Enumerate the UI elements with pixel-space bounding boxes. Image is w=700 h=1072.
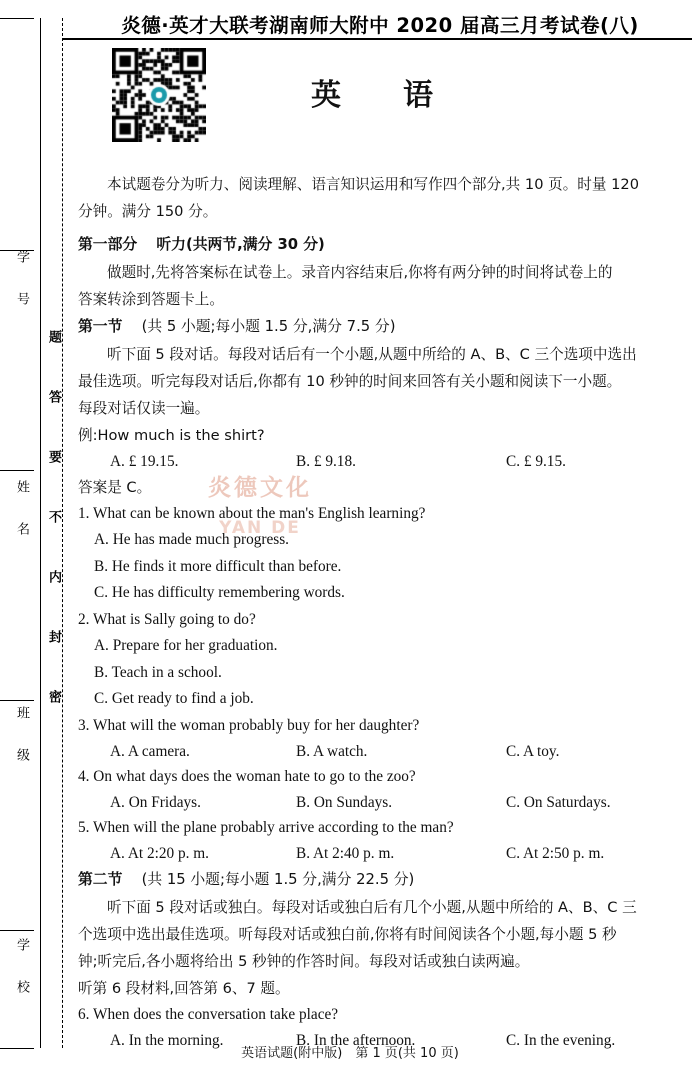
example-answer: 答案是 C。 (78, 478, 152, 496)
seal-char-4: 内 (46, 570, 61, 590)
watermark-line1: 炎德文化 (208, 475, 312, 501)
section-2-title: (共 15 小题;每小题 1.5 分,满分 22.5 分) (141, 870, 415, 888)
example-option-a: A. £ 19.15. (110, 453, 179, 470)
question-option: B. On Sundays. (296, 794, 393, 811)
left-margin-strip (0, 0, 70, 1072)
question-option: B. At 2:40 p. m. (296, 845, 395, 862)
watermark-line2: YAN DE (219, 518, 301, 538)
question-options (78, 740, 678, 765)
question-option: B. A watch. (296, 743, 368, 760)
question-option: A. In the morning. (110, 1032, 224, 1049)
section-1-label: 第一节 (78, 318, 123, 335)
subject-heading: 英 语 (311, 78, 449, 113)
question-option: C. At 2:50 p. m. (506, 845, 605, 862)
seal-char-5: 封 (46, 630, 61, 650)
title-rule (62, 38, 692, 40)
seal-char-0: 题 (46, 330, 61, 350)
question-option: A. A camera. (110, 743, 190, 760)
question-option: B. Teach in a school. (94, 663, 222, 681)
part-1-desc-2: 答案转涂到答题卡上。 (78, 291, 224, 308)
margin-label-student-id: 学 号 (14, 250, 29, 312)
page-footer: 英语试题(附中版) 第 1 页(共 10 页) (241, 1046, 459, 1061)
question-option: C. A toy. (506, 743, 560, 760)
seal-char-2: 要 (46, 450, 61, 470)
question-option: A. He has made much progress. (94, 531, 289, 548)
question-option: C. On Saturdays. (506, 794, 611, 811)
question-stem: 2. What is Sally going to do? (78, 610, 256, 628)
page-title (70, 10, 690, 38)
question-option: C. In the evening. (506, 1032, 616, 1049)
question-option: C. Get ready to find a job. (94, 690, 254, 707)
part-1-desc-1: 做题时,先将答案标在试卷上。录音内容结束后,你将有两分钟的时间将试卷上的 (107, 264, 613, 281)
margin-label-school: 学 校 (14, 938, 29, 1000)
exam-title: 炎德·英才大联考湖南师大附中 2020 届高三月考试卷(八) (121, 14, 639, 37)
margin-solid-line (40, 18, 41, 1048)
section-1-desc-1: 听下面 5 段对话。每段对话后有一个小题,从题中所给的 A、B、C 三个选项中选出 (107, 346, 637, 363)
margin-tick (0, 470, 34, 471)
question-stem: 5. When will the plane probably arrive according to the man? (78, 818, 454, 836)
seal-char-1: 答 (46, 390, 61, 410)
example-options (78, 450, 678, 475)
section-2-heading (78, 867, 678, 893)
question-options (78, 842, 678, 867)
section-2-desc-3: 钟;听完后,各小题将给出 5 秒钟的作答时间。每段对话或独白读两遍。 (78, 952, 530, 970)
seal-char-6: 密 (46, 690, 61, 710)
section-2-material: 听第 6 段材料,回答第 6、7 题。 (78, 979, 290, 997)
section-1-title: (共 5 小题;每小题 1.5 分,满分 7.5 分) (141, 318, 396, 335)
question-option: A. At 2:20 p. m. (110, 845, 210, 862)
margin-label-class: 班 级 (14, 706, 29, 768)
section-2-desc-2: 个选项中选出最佳选项。听每段对话或独白前,你将有时间阅读各个小题,每小题 5 秒 (78, 925, 617, 943)
exam-body (78, 172, 678, 1054)
section-1-desc-3: 每段对话仅读一遍。 (78, 400, 210, 417)
margin-label-name: 姓 名 (14, 480, 29, 542)
question-option: B. In the afternoon. (296, 1032, 416, 1049)
section-2-label: 第二节 (78, 870, 123, 888)
example-stem: 例:How much is the shirt? (78, 427, 265, 444)
question-option: A. On Fridays. (110, 794, 201, 811)
question-stem: 6. When does the conversation take place? (78, 1005, 339, 1023)
margin-tick (0, 18, 34, 19)
part-1-title: 听力(共两节,满分 30 分) (156, 236, 325, 253)
question-option: A. Prepare for her graduation. (94, 637, 278, 654)
margin-tick (0, 700, 34, 701)
margin-tick (0, 930, 34, 931)
question-stem: 1. What can be known about the man's English learning? (78, 504, 426, 522)
seal-char-3: 不 (46, 510, 61, 530)
example-option-c: C. £ 9.15. (506, 453, 566, 470)
intro-line-2: 分钟。满分 150 分。 (78, 203, 218, 220)
part-1-label: 第一部分 (78, 236, 138, 253)
section-1-desc-2: 最佳选项。听完每段对话后,你都有 10 秒钟的时间来回答有关小题和阅读下一小题。 (78, 373, 622, 390)
question-option: B. He finds it more difficult than before. (94, 557, 342, 575)
intro-line-1: 本试题卷分为听力、阅读理解、语言知识运用和写作四个部分,共 10 页。时量 120 (107, 176, 639, 193)
example-option-b: B. £ 9.18. (296, 453, 356, 470)
question-options (78, 791, 678, 816)
question-stem: 3. What will the woman probably buy for her daughter? (78, 716, 420, 734)
section-1-heading (78, 314, 678, 340)
margin-dashed-line (62, 18, 63, 1048)
section-2-desc-1: 听下面 5 段对话或独白。每段对话或独白后有几个小题,从题中所给的 A、B、C 三 (107, 898, 637, 916)
question-stem: 4. On what days does the woman hate to go to the zoo? (78, 767, 416, 785)
question-option: C. He has difficulty remembering words. (94, 584, 345, 601)
part-1-heading (78, 232, 678, 258)
